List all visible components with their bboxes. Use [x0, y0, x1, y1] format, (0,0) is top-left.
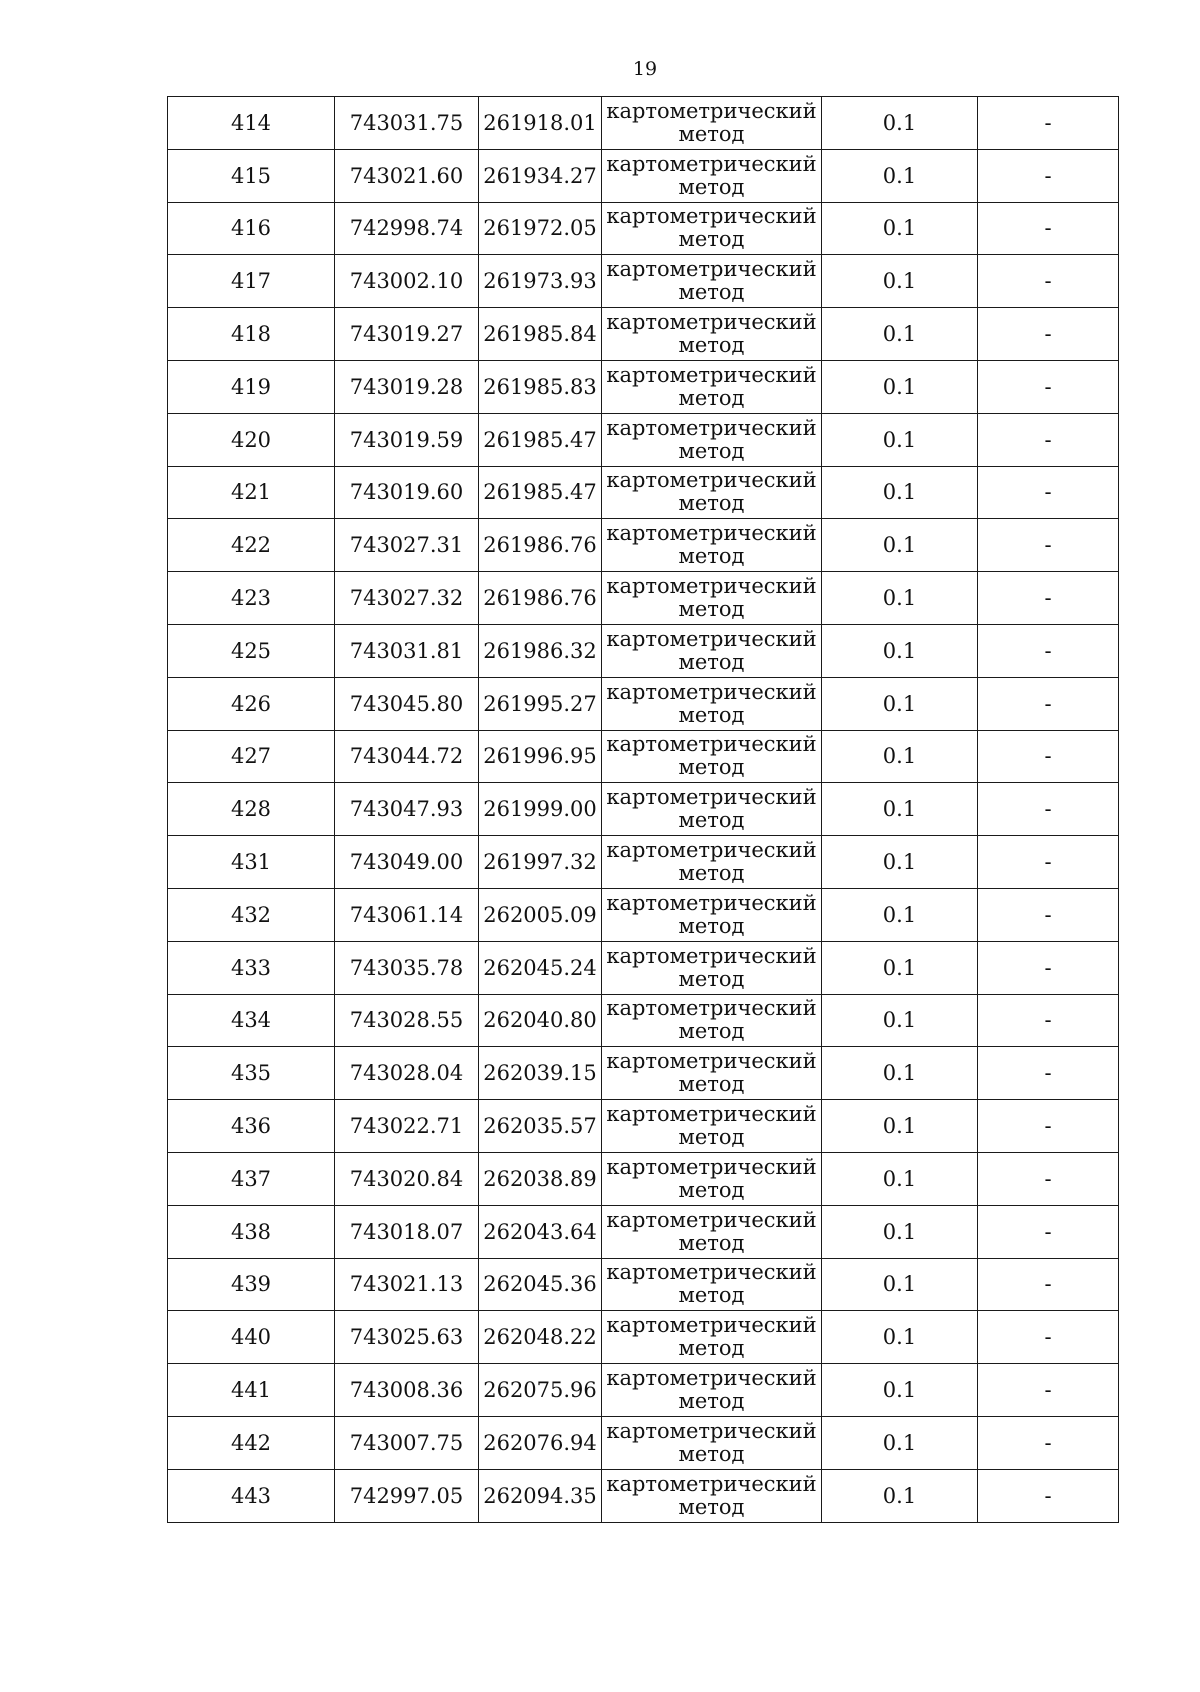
point-number-cell: 419	[168, 360, 335, 413]
accuracy-cell: 0.1	[822, 1100, 978, 1153]
method-cell	[602, 97, 822, 150]
point-number-cell: 441	[168, 1364, 335, 1417]
method-line-1: картометрический	[606, 679, 817, 704]
method-cell	[602, 1152, 822, 1205]
table-row	[168, 1311, 1119, 1364]
point-number-cell: 431	[168, 836, 335, 889]
note-cell: -	[978, 888, 1119, 941]
y-coordinate-cell: 261999.00	[479, 783, 602, 836]
method-line-2: метод	[678, 966, 745, 991]
point-number-cell: 439	[168, 1258, 335, 1311]
point-number-cell: 440	[168, 1311, 335, 1364]
accuracy-cell: 0.1	[822, 1047, 978, 1100]
y-coordinate-cell: 262039.15	[479, 1047, 602, 1100]
method-line-2: метод	[678, 385, 745, 410]
x-coordinate-cell: 743008.36	[335, 1364, 479, 1417]
note-cell: -	[978, 360, 1119, 413]
x-coordinate-cell: 743027.31	[335, 519, 479, 572]
method-cell	[602, 994, 822, 1047]
y-coordinate-cell: 262045.24	[479, 941, 602, 994]
method-cell	[602, 941, 822, 994]
accuracy-cell: 0.1	[822, 519, 978, 572]
point-number-cell: 434	[168, 994, 335, 1047]
method-line-2: метод	[678, 1283, 745, 1308]
x-coordinate-cell: 742997.05	[335, 1469, 479, 1522]
accuracy-cell: 0.1	[822, 1416, 978, 1469]
point-number-cell: 421	[168, 466, 335, 519]
table-row	[168, 572, 1119, 625]
method-line-1: картометрический	[606, 626, 817, 651]
note-cell: -	[978, 941, 1119, 994]
method-line-2: метод	[678, 544, 745, 569]
table-row	[168, 1364, 1119, 1417]
method-line-2: метод	[678, 1230, 745, 1255]
method-cell	[602, 677, 822, 730]
point-number-cell: 420	[168, 413, 335, 466]
method-line-1: картометрический	[606, 1471, 817, 1496]
method-line-2: метод	[678, 174, 745, 199]
y-coordinate-cell: 262005.09	[479, 888, 602, 941]
accuracy-cell: 0.1	[822, 783, 978, 836]
method-line-1: картометрический	[606, 257, 817, 282]
method-line-1: картометрический	[606, 1313, 817, 1338]
accuracy-cell: 0.1	[822, 202, 978, 255]
y-coordinate-cell: 262075.96	[479, 1364, 602, 1417]
x-coordinate-cell: 743028.55	[335, 994, 479, 1047]
accuracy-cell: 0.1	[822, 1311, 978, 1364]
point-number-cell: 422	[168, 519, 335, 572]
note-cell: -	[978, 1364, 1119, 1417]
note-cell: -	[978, 677, 1119, 730]
point-number-cell: 417	[168, 255, 335, 308]
method-cell	[602, 1416, 822, 1469]
note-cell: -	[978, 783, 1119, 836]
x-coordinate-cell: 743025.63	[335, 1311, 479, 1364]
point-number-cell: 432	[168, 888, 335, 941]
method-line-2: метод	[678, 913, 745, 938]
accuracy-cell: 0.1	[822, 572, 978, 625]
method-line-2: метод	[678, 227, 745, 252]
method-line-2: метод	[678, 597, 745, 622]
method-line-2: метод	[678, 1177, 745, 1202]
x-coordinate-cell: 743035.78	[335, 941, 479, 994]
method-cell	[602, 308, 822, 361]
point-number-cell: 436	[168, 1100, 335, 1153]
table-row	[168, 783, 1119, 836]
method-line-2: метод	[678, 649, 745, 674]
method-line-1: картометрический	[606, 838, 817, 863]
method-line-1: картометрический	[606, 1207, 817, 1232]
x-coordinate-cell: 743007.75	[335, 1416, 479, 1469]
x-coordinate-cell: 743031.81	[335, 624, 479, 677]
method-line-1: картометрический	[606, 415, 817, 440]
x-coordinate-cell: 743019.60	[335, 466, 479, 519]
note-cell: -	[978, 730, 1119, 783]
x-coordinate-cell: 743049.00	[335, 836, 479, 889]
point-number-cell: 426	[168, 677, 335, 730]
note-cell: -	[978, 836, 1119, 889]
accuracy-cell: 0.1	[822, 255, 978, 308]
method-cell	[602, 413, 822, 466]
method-line-1: картометрический	[606, 732, 817, 757]
method-line-1: картометрический	[606, 1102, 817, 1127]
method-line-2: метод	[678, 861, 745, 886]
method-line-1: картометрический	[606, 521, 817, 546]
method-cell	[602, 624, 822, 677]
y-coordinate-cell: 261986.76	[479, 572, 602, 625]
note-cell: -	[978, 519, 1119, 572]
y-coordinate-cell: 261985.47	[479, 466, 602, 519]
method-cell	[602, 1469, 822, 1522]
method-line-1: картометрический	[606, 204, 817, 229]
method-cell	[602, 783, 822, 836]
method-cell	[602, 1258, 822, 1311]
table-row	[168, 941, 1119, 994]
method-cell	[602, 888, 822, 941]
accuracy-cell: 0.1	[822, 1205, 978, 1258]
method-line-2: метод	[678, 438, 745, 463]
x-coordinate-cell: 743045.80	[335, 677, 479, 730]
table-row	[168, 255, 1119, 308]
table-row	[168, 466, 1119, 519]
point-number-cell: 437	[168, 1152, 335, 1205]
table-row	[168, 624, 1119, 677]
method-line-2: метод	[678, 1336, 745, 1361]
point-number-cell: 414	[168, 97, 335, 150]
method-line-2: метод	[678, 121, 745, 146]
y-coordinate-cell: 261997.32	[479, 836, 602, 889]
method-cell	[602, 360, 822, 413]
accuracy-cell: 0.1	[822, 466, 978, 519]
method-line-1: картометрический	[606, 785, 817, 810]
method-line-1: картометрический	[606, 468, 817, 493]
method-line-1: картометрический	[606, 1154, 817, 1179]
accuracy-cell: 0.1	[822, 97, 978, 150]
y-coordinate-cell: 261985.84	[479, 308, 602, 361]
method-line-1: картометрический	[606, 943, 817, 968]
method-line-2: метод	[678, 1019, 745, 1044]
method-cell	[602, 202, 822, 255]
method-cell	[602, 519, 822, 572]
method-cell	[602, 1100, 822, 1153]
y-coordinate-cell: 261995.27	[479, 677, 602, 730]
method-line-1: картометрический	[606, 996, 817, 1021]
x-coordinate-cell: 743019.59	[335, 413, 479, 466]
accuracy-cell: 0.1	[822, 888, 978, 941]
y-coordinate-cell: 261986.76	[479, 519, 602, 572]
accuracy-cell: 0.1	[822, 308, 978, 361]
y-coordinate-cell: 262043.64	[479, 1205, 602, 1258]
y-coordinate-cell: 262038.89	[479, 1152, 602, 1205]
point-number-cell: 433	[168, 941, 335, 994]
table-row	[168, 994, 1119, 1047]
y-coordinate-cell: 261918.01	[479, 97, 602, 150]
method-line-1: картометрический	[606, 1260, 817, 1285]
table-row	[168, 202, 1119, 255]
note-cell: -	[978, 1258, 1119, 1311]
accuracy-cell: 0.1	[822, 624, 978, 677]
table-row	[168, 836, 1119, 889]
method-line-2: метод	[678, 280, 745, 305]
method-cell	[602, 836, 822, 889]
note-cell: -	[978, 1469, 1119, 1522]
note-cell: -	[978, 572, 1119, 625]
note-cell: -	[978, 1100, 1119, 1153]
x-coordinate-cell: 743047.93	[335, 783, 479, 836]
method-line-1: картометрический	[606, 98, 817, 123]
x-coordinate-cell: 743061.14	[335, 888, 479, 941]
note-cell: -	[978, 466, 1119, 519]
y-coordinate-cell: 261973.93	[479, 255, 602, 308]
accuracy-cell: 0.1	[822, 836, 978, 889]
table-row	[168, 1047, 1119, 1100]
table-row	[168, 413, 1119, 466]
y-coordinate-cell: 261934.27	[479, 149, 602, 202]
note-cell: -	[978, 97, 1119, 150]
method-line-2: метод	[678, 333, 745, 358]
method-line-1: картометрический	[606, 1366, 817, 1391]
method-line-2: метод	[678, 808, 745, 833]
table-row	[168, 1416, 1119, 1469]
note-cell: -	[978, 308, 1119, 361]
method-line-2: метод	[678, 1389, 745, 1414]
method-line-2: метод	[678, 702, 745, 727]
table-row	[168, 519, 1119, 572]
table-row	[168, 1152, 1119, 1205]
method-cell	[602, 1311, 822, 1364]
point-number-cell: 443	[168, 1469, 335, 1522]
accuracy-cell: 0.1	[822, 677, 978, 730]
table-row	[168, 1258, 1119, 1311]
x-coordinate-cell: 743031.75	[335, 97, 479, 150]
accuracy-cell: 0.1	[822, 994, 978, 1047]
note-cell: -	[978, 149, 1119, 202]
method-cell	[602, 149, 822, 202]
method-cell	[602, 1047, 822, 1100]
table-row	[168, 1469, 1119, 1522]
x-coordinate-cell: 743020.84	[335, 1152, 479, 1205]
method-line-2: метод	[678, 1072, 745, 1097]
table-row	[168, 149, 1119, 202]
table-row	[168, 677, 1119, 730]
point-number-cell: 415	[168, 149, 335, 202]
point-number-cell: 442	[168, 1416, 335, 1469]
x-coordinate-cell: 743019.27	[335, 308, 479, 361]
table-row	[168, 308, 1119, 361]
point-number-cell: 418	[168, 308, 335, 361]
table-row	[168, 360, 1119, 413]
y-coordinate-cell: 261985.47	[479, 413, 602, 466]
table-row	[168, 730, 1119, 783]
accuracy-cell: 0.1	[822, 413, 978, 466]
accuracy-cell: 0.1	[822, 730, 978, 783]
note-cell: -	[978, 994, 1119, 1047]
method-line-1: картометрический	[606, 890, 817, 915]
note-cell: -	[978, 1152, 1119, 1205]
y-coordinate-cell: 262094.35	[479, 1469, 602, 1522]
method-line-1: картометрический	[606, 574, 817, 599]
method-line-2: метод	[678, 1125, 745, 1150]
accuracy-cell: 0.1	[822, 941, 978, 994]
x-coordinate-cell: 743028.04	[335, 1047, 479, 1100]
y-coordinate-cell: 261996.95	[479, 730, 602, 783]
accuracy-cell: 0.1	[822, 1469, 978, 1522]
method-line-1: картометрический	[606, 1418, 817, 1443]
y-coordinate-cell: 262048.22	[479, 1311, 602, 1364]
table-row	[168, 1205, 1119, 1258]
note-cell: -	[978, 624, 1119, 677]
point-number-cell: 438	[168, 1205, 335, 1258]
page-number: 19	[632, 58, 658, 80]
y-coordinate-cell: 261986.32	[479, 624, 602, 677]
y-coordinate-cell: 261972.05	[479, 202, 602, 255]
note-cell: -	[978, 1311, 1119, 1364]
point-number-cell: 425	[168, 624, 335, 677]
method-cell	[602, 730, 822, 783]
accuracy-cell: 0.1	[822, 1258, 978, 1311]
point-number-cell: 427	[168, 730, 335, 783]
accuracy-cell: 0.1	[822, 360, 978, 413]
note-cell: -	[978, 1047, 1119, 1100]
point-number-cell: 416	[168, 202, 335, 255]
note-cell: -	[978, 1416, 1119, 1469]
method-line-1: картометрический	[606, 362, 817, 387]
note-cell: -	[978, 202, 1119, 255]
point-number-cell: 423	[168, 572, 335, 625]
method-line-1: картометрический	[606, 310, 817, 335]
method-line-2: метод	[678, 491, 745, 516]
y-coordinate-cell: 262035.57	[479, 1100, 602, 1153]
method-line-2: метод	[678, 1441, 745, 1466]
table-row	[168, 1100, 1119, 1153]
accuracy-cell: 0.1	[822, 1364, 978, 1417]
method-cell	[602, 1205, 822, 1258]
x-coordinate-cell: 743002.10	[335, 255, 479, 308]
x-coordinate-cell: 742998.74	[335, 202, 479, 255]
method-line-2: метод	[678, 1494, 745, 1519]
x-coordinate-cell: 743019.28	[335, 360, 479, 413]
method-cell	[602, 572, 822, 625]
point-number-cell: 435	[168, 1047, 335, 1100]
x-coordinate-cell: 743044.72	[335, 730, 479, 783]
accuracy-cell: 0.1	[822, 1152, 978, 1205]
table-row	[168, 97, 1119, 150]
y-coordinate-cell: 262040.80	[479, 994, 602, 1047]
x-coordinate-cell: 743027.32	[335, 572, 479, 625]
method-line-2: метод	[678, 755, 745, 780]
y-coordinate-cell: 262076.94	[479, 1416, 602, 1469]
note-cell: -	[978, 255, 1119, 308]
x-coordinate-cell: 743018.07	[335, 1205, 479, 1258]
y-coordinate-cell: 262045.36	[479, 1258, 602, 1311]
note-cell: -	[978, 1205, 1119, 1258]
x-coordinate-cell: 743021.13	[335, 1258, 479, 1311]
note-cell: -	[978, 413, 1119, 466]
accuracy-cell: 0.1	[822, 149, 978, 202]
method-line-1: картометрический	[606, 1049, 817, 1074]
coordinates-table	[167, 96, 1119, 1523]
table-row	[168, 888, 1119, 941]
y-coordinate-cell: 261985.83	[479, 360, 602, 413]
table-body	[168, 97, 1119, 1523]
method-cell	[602, 466, 822, 519]
method-line-1: картометрический	[606, 151, 817, 176]
method-cell	[602, 1364, 822, 1417]
method-cell	[602, 255, 822, 308]
x-coordinate-cell: 743022.71	[335, 1100, 479, 1153]
point-number-cell: 428	[168, 783, 335, 836]
x-coordinate-cell: 743021.60	[335, 149, 479, 202]
